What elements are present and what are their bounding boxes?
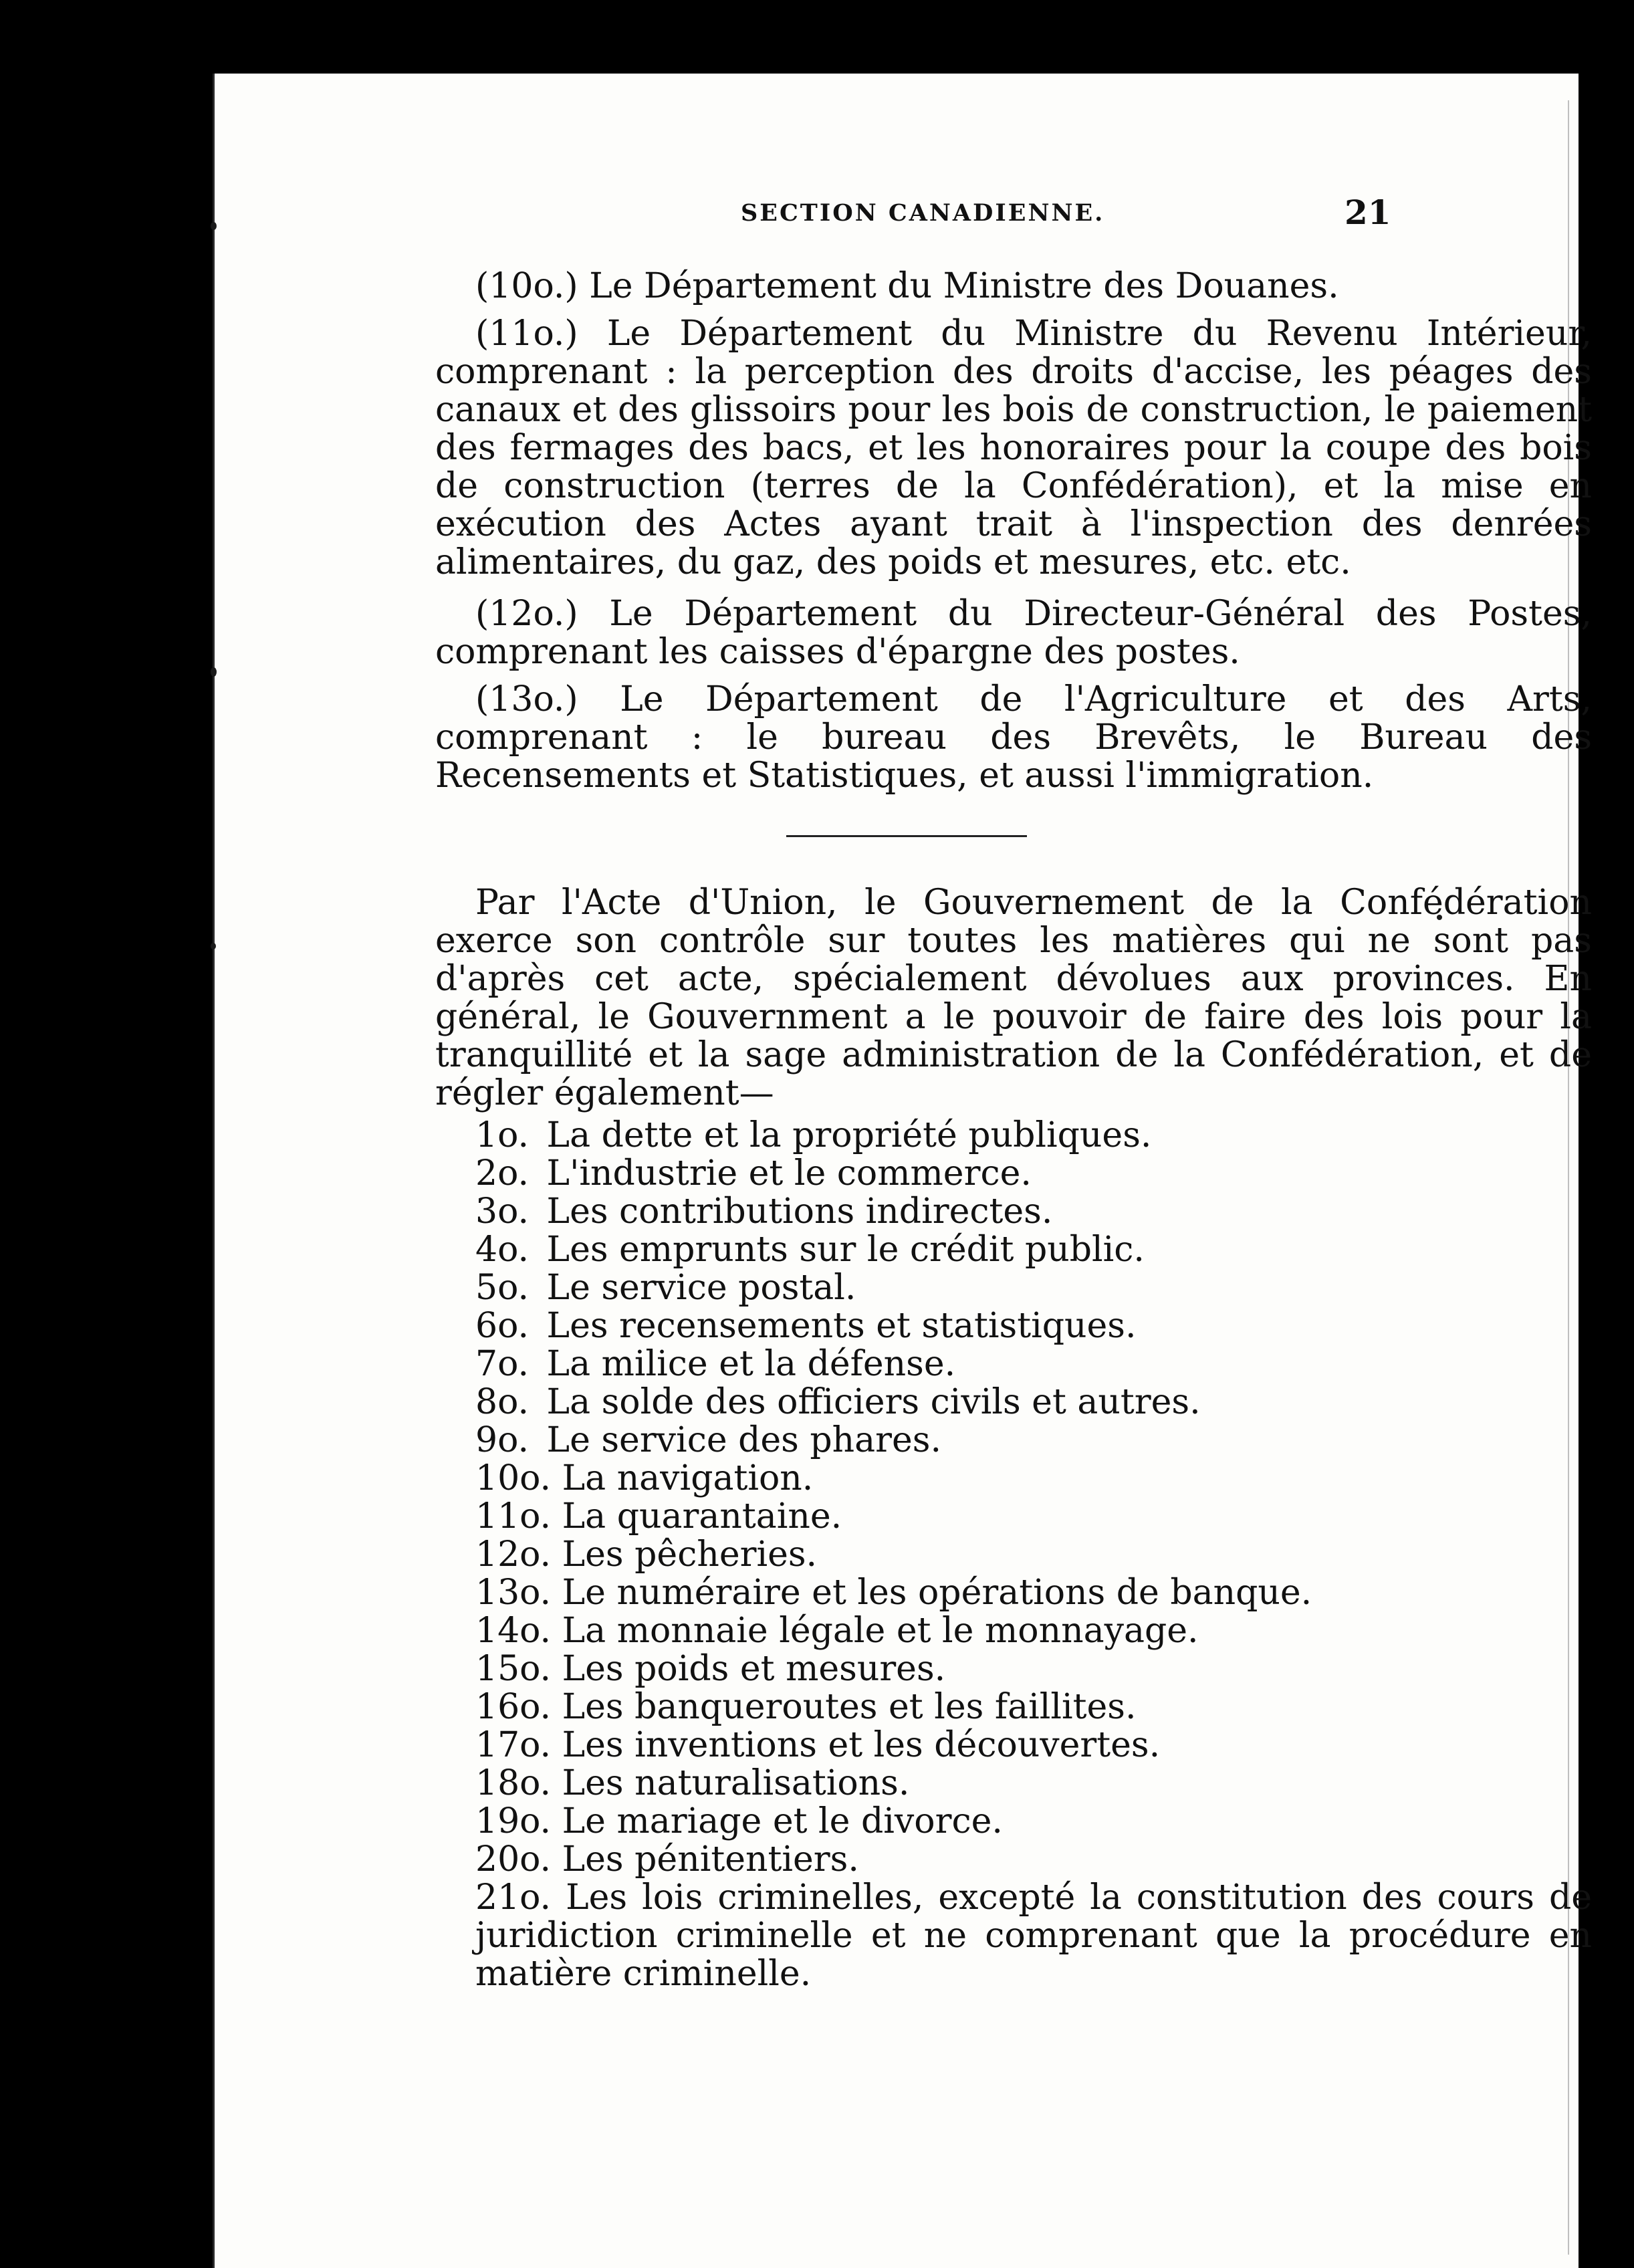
- list-item: [435, 1383, 1592, 1422]
- item-text: Les recensements et statistiques.: [546, 1306, 1137, 1346]
- item-text: La navigation.: [562, 1458, 814, 1498]
- list-item: [435, 1345, 1592, 1383]
- list-item: [435, 1688, 1592, 1726]
- item-text: Le service postal.: [546, 1268, 856, 1308]
- item-text: Les contributions indirectes.: [546, 1192, 1053, 1232]
- item-text: Le mariage et le divorce.: [562, 1801, 1003, 1841]
- list-item: [435, 1879, 1592, 1993]
- item-number: 19o.: [475, 1801, 552, 1841]
- list-item: [435, 1307, 1592, 1345]
- list-item: [435, 1650, 1592, 1688]
- item-number: 5o.: [475, 1268, 530, 1308]
- section-divider: [786, 835, 1027, 837]
- item-text: L'industrie et le commerce.: [546, 1153, 1032, 1194]
- item-text: Les banqueroutes et les faillites.: [562, 1687, 1137, 1727]
- binding-mark: [211, 667, 217, 677]
- item-text: Le service des phares.: [546, 1420, 942, 1460]
- running-title: SECTION CANADIENNE.: [741, 199, 1105, 227]
- list-item: [435, 1726, 1592, 1765]
- item-number: 17o.: [475, 1725, 552, 1765]
- binding-mark: [211, 943, 216, 949]
- item-number: 10o.: [475, 1458, 552, 1498]
- list-item: [435, 1422, 1592, 1460]
- list-item: [435, 1231, 1592, 1269]
- item-number: 4o.: [475, 1230, 530, 1270]
- list-item: [435, 1612, 1592, 1650]
- list-item: [435, 1536, 1592, 1574]
- item-number: 1o.: [475, 1115, 530, 1155]
- item-number: 6o.: [475, 1306, 530, 1346]
- item-text: Les inventions et les découvertes.: [562, 1725, 1161, 1765]
- intro-paragraph: Par l'Acte d'Union, le Gouvernement de la Confédération exerce son contrôle sur toutes les matières qui ne sont pas d'après cet acte, spécialement dévolues aux provinces. En général, le Gouvernment a le pouvoir de faire des lois pour la tranquillité et la sage administration de la Confédération, et de régler également—: [435, 883, 1592, 1113]
- item-number: 7o.: [475, 1344, 530, 1384]
- list-item: [435, 1574, 1592, 1612]
- item-number: 16o.: [475, 1687, 552, 1727]
- item-text: Les emprunts sur le crédit public.: [546, 1230, 1145, 1270]
- item-number: 13o.: [475, 1573, 552, 1613]
- scanned-page: [213, 74, 1593, 2268]
- item-number: 9o.: [475, 1420, 530, 1460]
- item-text: La milice et la défense.: [546, 1344, 956, 1384]
- item-text: Les lois criminelles, excepté la constitution des cours de juridiction criminelle et ne comprenant que la procédure en matière criminelle.: [475, 1878, 1593, 1994]
- item-text: Les naturalisations.: [562, 1763, 910, 1803]
- item-number: 8o.: [475, 1382, 530, 1422]
- department-paragraph: (11o.) Le Département du Ministre du Revenu Intérieur, comprenant : la perception des droits d'accise, les péages des canaux et des glissoirs pour les bois de construction, le paiement des fermages des bacs, et les honoraires pour la coupe des bois de construction (terres de la Confédération), et la mise en exécution des Actes ayant trait à l'inspection des denrées alimentaires, du gaz, des poids et mesures, etc. etc.: [435, 314, 1592, 582]
- item-number: 15o.: [475, 1649, 552, 1689]
- item-number: 11o.: [475, 1496, 552, 1537]
- item-text: Les pénitentiers.: [562, 1839, 859, 1880]
- item-number: 20o.: [475, 1839, 552, 1880]
- list-item: [435, 1155, 1592, 1193]
- item-number: 18o.: [475, 1763, 552, 1803]
- item-text: La dette et la propriété publiques.: [546, 1115, 1152, 1155]
- department-paragraph: (12o.) Le Département du Directeur-Général des Postes, comprenant les caisses d'épargne des postes.: [435, 594, 1592, 672]
- item-number: 2o.: [475, 1153, 530, 1194]
- item-number: 12o.: [475, 1535, 552, 1575]
- page-number: 21: [1345, 193, 1391, 232]
- list-item: [435, 1498, 1592, 1536]
- list-item: [435, 1841, 1592, 1879]
- department-paragraph: (10o.) Le Département du Ministre des Douanes.: [475, 266, 1339, 306]
- powers-list: [435, 1117, 1592, 1993]
- department-paragraph: (13o.) Le Département de l'Agriculture et des Arts, comprenant : le bureau des Brevêts, le Bureau des Recensements et Statistiques, et aussi l'immigration.: [435, 679, 1592, 796]
- list-item: [435, 1117, 1592, 1155]
- item-number: 21o.: [475, 1878, 552, 1918]
- item-text: La monnaie légale et le monnayage.: [562, 1611, 1199, 1651]
- binding-mark: [211, 222, 217, 230]
- item-text: La quarantaine.: [562, 1496, 842, 1537]
- item-text: Le numéraire et les opérations de banque.: [562, 1573, 1312, 1613]
- list-item: [435, 1765, 1592, 1803]
- item-number: 3o.: [475, 1192, 530, 1232]
- item-number: 14o.: [475, 1611, 552, 1651]
- item-text: La solde des officiers civils et autres.: [546, 1382, 1201, 1422]
- item-text: Les pêcheries.: [562, 1535, 818, 1575]
- list-item: [435, 1803, 1592, 1841]
- list-item: [435, 1460, 1592, 1498]
- list-item: [435, 1193, 1592, 1231]
- list-item: [435, 1269, 1592, 1307]
- body-text: [435, 267, 1592, 1993]
- item-text: Les poids et mesures.: [562, 1649, 946, 1689]
